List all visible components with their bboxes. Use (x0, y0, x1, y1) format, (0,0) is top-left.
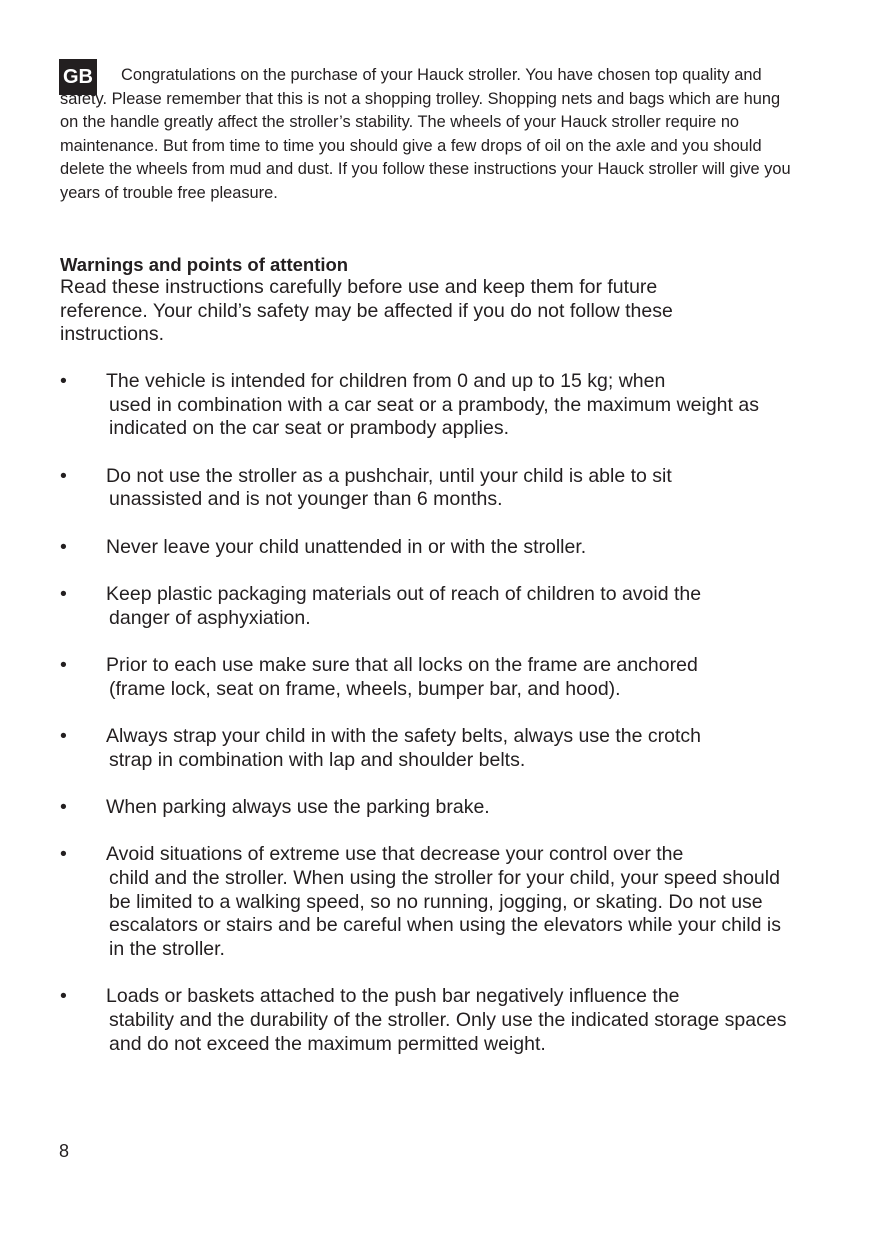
warning-item (60, 725, 800, 772)
warning-item (60, 843, 800, 962)
bullet-icon: • (60, 725, 67, 747)
language-badge: GB (59, 59, 97, 95)
warning-item (60, 370, 800, 441)
bullet-icon: • (60, 654, 67, 676)
warning-item (60, 536, 800, 560)
warnings-list (60, 370, 800, 1080)
warning-text: Never leave your child unattended in or with the stroller. (106, 535, 587, 558)
warning-text-continued: unassisted and is not younger than 6 months. (109, 488, 503, 511)
warning-item (60, 796, 800, 820)
warnings-heading: Warnings and points of attention (60, 254, 349, 275)
warning-text-continued: child and the stroller. When using the stroller for your child, your speed should be limited to a walking speed, so no running, jogging, or skating. Do not use escalators or stairs and be careful when using the elevators while your child is in the stroller. (109, 867, 782, 961)
warning-text-continued: used in combination with a car seat or a prambody, the maximum weight as indicated on the car seat or prambody applies. (109, 393, 759, 440)
warning-text-continued: (frame lock, seat on frame, wheels, bumper bar, and hood). (109, 677, 621, 700)
warning-item (60, 985, 800, 1056)
warning-item (60, 465, 800, 512)
warning-text: Prior to each use make sure that all locks on the frame are anchored (106, 654, 698, 676)
bullet-icon: • (60, 535, 67, 558)
bullet-icon: • (60, 370, 67, 392)
bullet-icon: • (60, 464, 67, 487)
warnings-intro: Read these instructions carefully before use and keep them for future reference. Your child’s safety may be affected if you do not follow these instructions. (60, 276, 673, 346)
bullet-icon: • (60, 985, 67, 1008)
warning-text-continued: strap in combination with lap and shoulder belts. (109, 748, 526, 771)
warning-text: When parking always use the parking brake. (106, 796, 490, 818)
bullet-icon: • (60, 796, 67, 818)
intro-paragraph: Congratulations on the purchase of your Hauck stroller. You have chosen top quality and safety. Please remember that this is not a shopping trolley. Shopping nets and bags which are hung on the handle greatly affect the stroller’s stability. The wheels of your Hauck stroller require no maintenance. But from time to time you should give a few drops of oil on the axle and you should delete the wheels from mud and dust. If you follow these instructions your Hauck stroller will give you years of trouble free pleasure. (60, 66, 791, 202)
page-number: 8 (59, 1141, 70, 1161)
warning-item (60, 654, 800, 701)
bullet-icon: • (60, 583, 67, 605)
warning-text: Do not use the stroller as a pushchair, until your child is able to sit (106, 464, 672, 487)
warning-text: Keep plastic packaging materials out of reach of children to avoid the (106, 583, 702, 605)
bullet-icon: • (60, 843, 67, 866)
warning-text: Loads or baskets attached to the push bar negatively influence the (106, 985, 680, 1008)
warning-item (60, 583, 800, 630)
warning-text: The vehicle is intended for children from 0 and up to 15 kg; when (106, 370, 666, 392)
warning-text: Avoid situations of extreme use that decrease your control over the (106, 843, 684, 866)
warning-text-continued: danger of asphyxiation. (109, 606, 311, 629)
warning-text-continued: stability and the durability of the stroller. Only use the indicated storage spaces and do not exceed the maximum permitted weight. (109, 1009, 787, 1055)
warning-text: Always strap your child in with the safety belts, always use the crotch (106, 725, 702, 747)
